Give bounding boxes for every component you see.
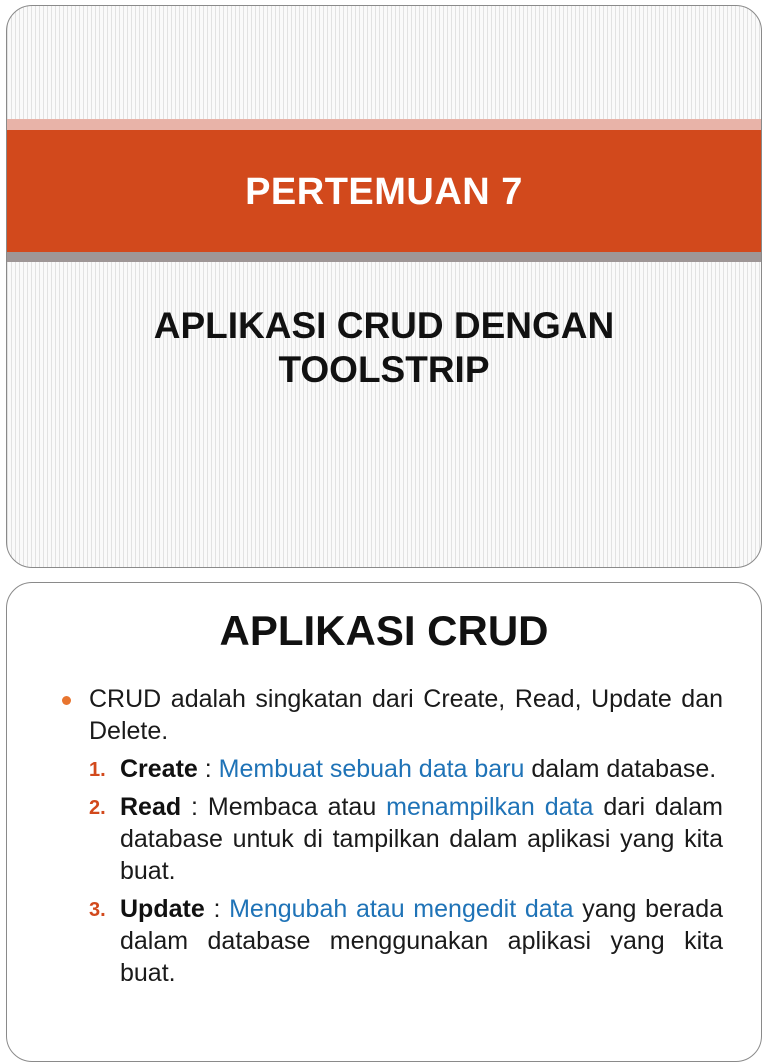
slide-title: PERTEMUAN 7 [245,170,523,213]
list-term: Update [120,895,205,923]
list-separator: : Membaca atau [181,793,387,821]
list-highlight: Membuat sebuah data baru [218,755,525,783]
content-body [89,683,723,995]
title-band-bottom-stripe [7,252,761,262]
list-item-read [89,791,723,887]
slide-subtitle [7,304,761,392]
bullet-text: CRUD adalah singkatan dari Create, Read, Update dan Delete. [89,685,723,745]
list-rest: dalam database. [524,755,717,783]
subtitle-line-2: TOOLSTRIP [278,349,490,390]
list-highlight: Mengubah atau mengedit data [229,895,574,923]
content-slide [6,582,762,1062]
list-number: 3. [89,899,106,921]
list-number: 2. [89,797,106,819]
title-band [7,130,761,252]
list-term: Create [120,755,198,783]
list-item-update [89,893,723,989]
crud-list [89,753,723,989]
bullet-item [89,683,723,747]
subtitle-line-1: APLIKASI CRUD DENGAN [153,305,615,346]
title-slide [6,5,762,568]
list-term: Read [120,793,182,821]
list-item-create [89,753,723,785]
list-number: 1. [89,759,106,781]
list-rest: yang berada dalam database menggunakan aplikasi yang kita buat. [120,895,723,987]
list-highlight: menampilkan data [386,793,594,821]
title-band-top-stripe [7,119,761,130]
list-separator: : [204,895,230,923]
list-separator: : [197,755,219,783]
bullet-dot-icon [62,696,71,705]
list-rest: dari dalam database untuk di tampilkan dalam aplikasi yang kita buat. [120,793,723,885]
content-slide-title: APLIKASI CRUD [219,607,549,654]
